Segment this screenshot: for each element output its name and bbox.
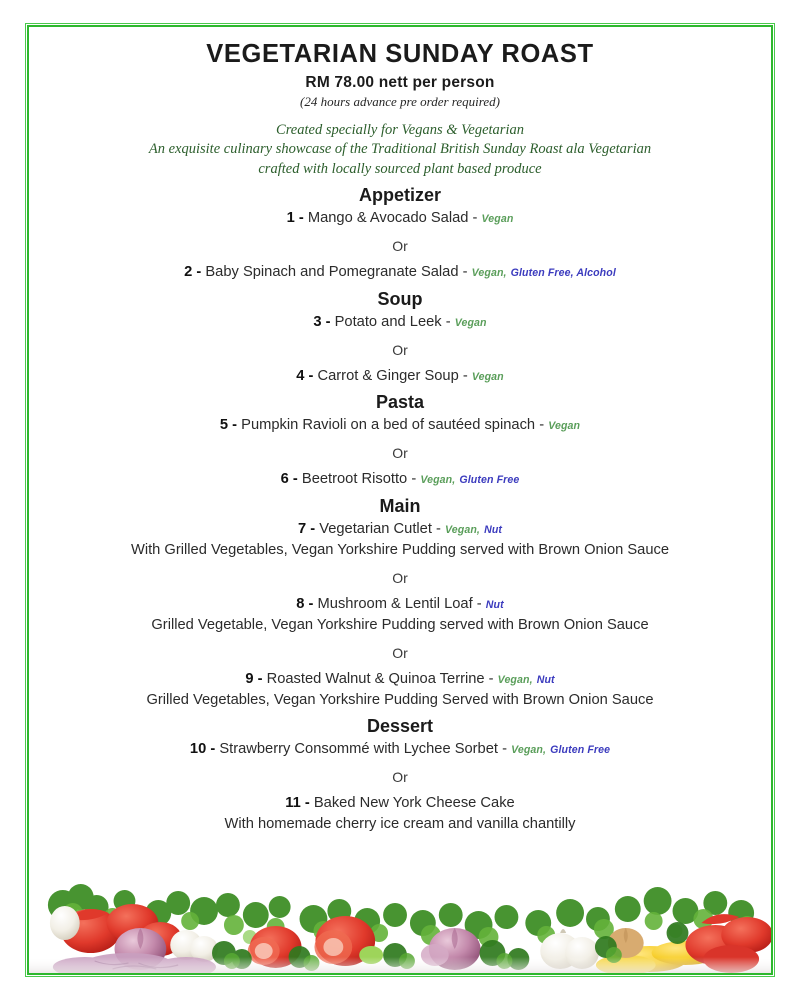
- item-number: 11: [285, 795, 301, 812]
- dietary-tag-vegan: Vegan: [454, 316, 487, 329]
- tag-separator: -: [488, 670, 494, 687]
- item-dash: -: [308, 595, 314, 612]
- item-number: 9: [245, 670, 254, 687]
- blurb-line-2: An exquisite culinary showcase of the Traditional British Sunday Roast ala Vegetarian: [148, 141, 652, 158]
- item-dash: -: [257, 670, 263, 687]
- menu-item[interactable]: [29, 793, 771, 814]
- item-name: Strawberry Consommé with Lychee Sorbet: [219, 741, 498, 758]
- dietary-tag-allergen: Gluten Free, Alcohol: [510, 266, 616, 279]
- dietary-tag-allergen: Gluten Free: [459, 474, 520, 487]
- item-dash: -: [196, 263, 202, 280]
- tag-separator: -: [502, 741, 507, 758]
- item-description: With Grilled Vegetables, Vegan Yorkshire Pudding served with Brown Onion Sauce: [130, 542, 670, 559]
- item-name: Pumpkin Ravioli on a bed of sautéed spinach: [241, 417, 536, 434]
- tag-separator: -: [411, 471, 417, 488]
- preorder-note: (24 hours advance pre order required): [300, 94, 500, 110]
- section-heading: Dessert: [366, 716, 434, 737]
- menu-section: [29, 289, 771, 387]
- vegetable-photo-band: [29, 861, 771, 973]
- item-number: 8: [296, 595, 305, 612]
- menu-item[interactable]: [29, 594, 771, 615]
- item-number: 1: [286, 209, 295, 226]
- tag-separator: -: [476, 595, 482, 612]
- item-number: 2: [184, 263, 193, 280]
- menu-section: [29, 716, 771, 835]
- section-heading: Pasta: [375, 392, 425, 413]
- tag-separator: -: [539, 417, 545, 434]
- dietary-tag-allergen: Gluten Free: [550, 744, 611, 757]
- blurb-line-3: crafted with locally sourced plant based produce: [258, 160, 542, 177]
- menu-blurb: [29, 121, 771, 179]
- item-number: 7: [297, 521, 307, 538]
- item-name: Baked New York Cheese Cake: [313, 795, 515, 812]
- menu-item[interactable]: [29, 739, 771, 760]
- item-dash: -: [325, 313, 331, 330]
- dietary-tag-allergen: Nut: [484, 524, 503, 537]
- menu-item[interactable]: [29, 469, 771, 490]
- item-name: Beetroot Risotto: [301, 471, 408, 488]
- menu-item[interactable]: [29, 415, 771, 436]
- item-dash: -: [292, 471, 298, 488]
- menu-sections: [29, 185, 771, 835]
- menu-item[interactable]: [29, 262, 771, 283]
- or-separator: Or: [392, 769, 408, 786]
- dietary-tag-allergen: Nut: [536, 673, 555, 686]
- section-heading: Appetizer: [358, 184, 441, 205]
- or-separator: Or: [392, 237, 408, 254]
- item-number: 6: [280, 471, 289, 488]
- item-number: 4: [296, 367, 305, 384]
- item-description: Grilled Vegetables, Vegan Yorkshire Pudding Served with Brown Onion Sauce: [146, 691, 654, 708]
- item-number: 5: [219, 417, 229, 434]
- tag-separator: -: [445, 313, 451, 330]
- or-separator: Or: [392, 644, 408, 661]
- item-name: Vegetarian Cutlet: [319, 521, 432, 538]
- dietary-tag-vegan: Vegan,: [471, 266, 507, 279]
- or-separator: Or: [392, 445, 408, 462]
- item-name: Roasted Walnut & Quinoa Terrine: [266, 670, 485, 687]
- blurb-line-1: Created specially for Vegans & Vegetarian: [276, 122, 524, 139]
- menu-section: [29, 496, 771, 710]
- vegetable-illustration: [29, 861, 771, 973]
- menu-item[interactable]: [29, 366, 771, 387]
- item-name: Potato and Leek: [334, 313, 442, 330]
- tag-separator: -: [436, 521, 441, 538]
- section-heading: Main: [379, 496, 421, 517]
- item-name: Carrot & Ginger Soup: [317, 367, 459, 384]
- menu-section: [29, 392, 771, 490]
- dietary-tag-vegan: Vegan: [471, 370, 504, 383]
- item-name: Mushroom & Lentil Loaf: [317, 595, 473, 612]
- tag-separator: -: [472, 209, 478, 226]
- page-title: VEGETARIAN SUNDAY ROAST: [206, 40, 594, 68]
- item-number: 10: [189, 741, 207, 758]
- menu-item[interactable]: [29, 312, 771, 333]
- item-dash: -: [210, 741, 216, 758]
- item-name: Baby Spinach and Pomegranate Salad: [205, 263, 459, 280]
- price-line: RM 78.00 nett per person: [305, 74, 495, 92]
- item-dash: -: [308, 367, 314, 384]
- menu-item[interactable]: [29, 669, 771, 690]
- tag-separator: -: [462, 263, 468, 280]
- menu-frame: [27, 25, 773, 975]
- dietary-tag-vegan: Vegan: [548, 420, 581, 433]
- item-description: Grilled Vegetable, Vegan Yorkshire Pudding served with Brown Onion Sauce: [151, 616, 649, 633]
- menu-content: [29, 27, 771, 835]
- menu-item[interactable]: [29, 208, 771, 229]
- item-dash: -: [232, 417, 238, 434]
- dietary-tag-vegan: Vegan: [481, 212, 514, 225]
- item-dash: -: [304, 795, 310, 812]
- item-dash: -: [298, 209, 304, 226]
- item-description: With homemade cherry ice cream and vanilla chantilly: [224, 816, 576, 833]
- or-separator: Or: [392, 341, 408, 358]
- item-dash: -: [310, 521, 316, 538]
- menu-item[interactable]: [29, 519, 771, 540]
- dietary-tag-vegan: Vegan,: [445, 524, 480, 537]
- dietary-tag-vegan: Vegan,: [497, 673, 533, 686]
- menu-section: [29, 185, 771, 283]
- tag-separator: -: [462, 367, 468, 384]
- section-heading: Soup: [377, 288, 423, 309]
- item-number: 3: [313, 313, 322, 330]
- dietary-tag-vegan: Vegan,: [420, 474, 456, 487]
- dietary-tag-allergen: Nut: [485, 598, 504, 611]
- or-separator: Or: [392, 569, 408, 586]
- item-name: Mango & Avocado Salad: [307, 209, 469, 226]
- dietary-tag-vegan: Vegan,: [511, 744, 547, 757]
